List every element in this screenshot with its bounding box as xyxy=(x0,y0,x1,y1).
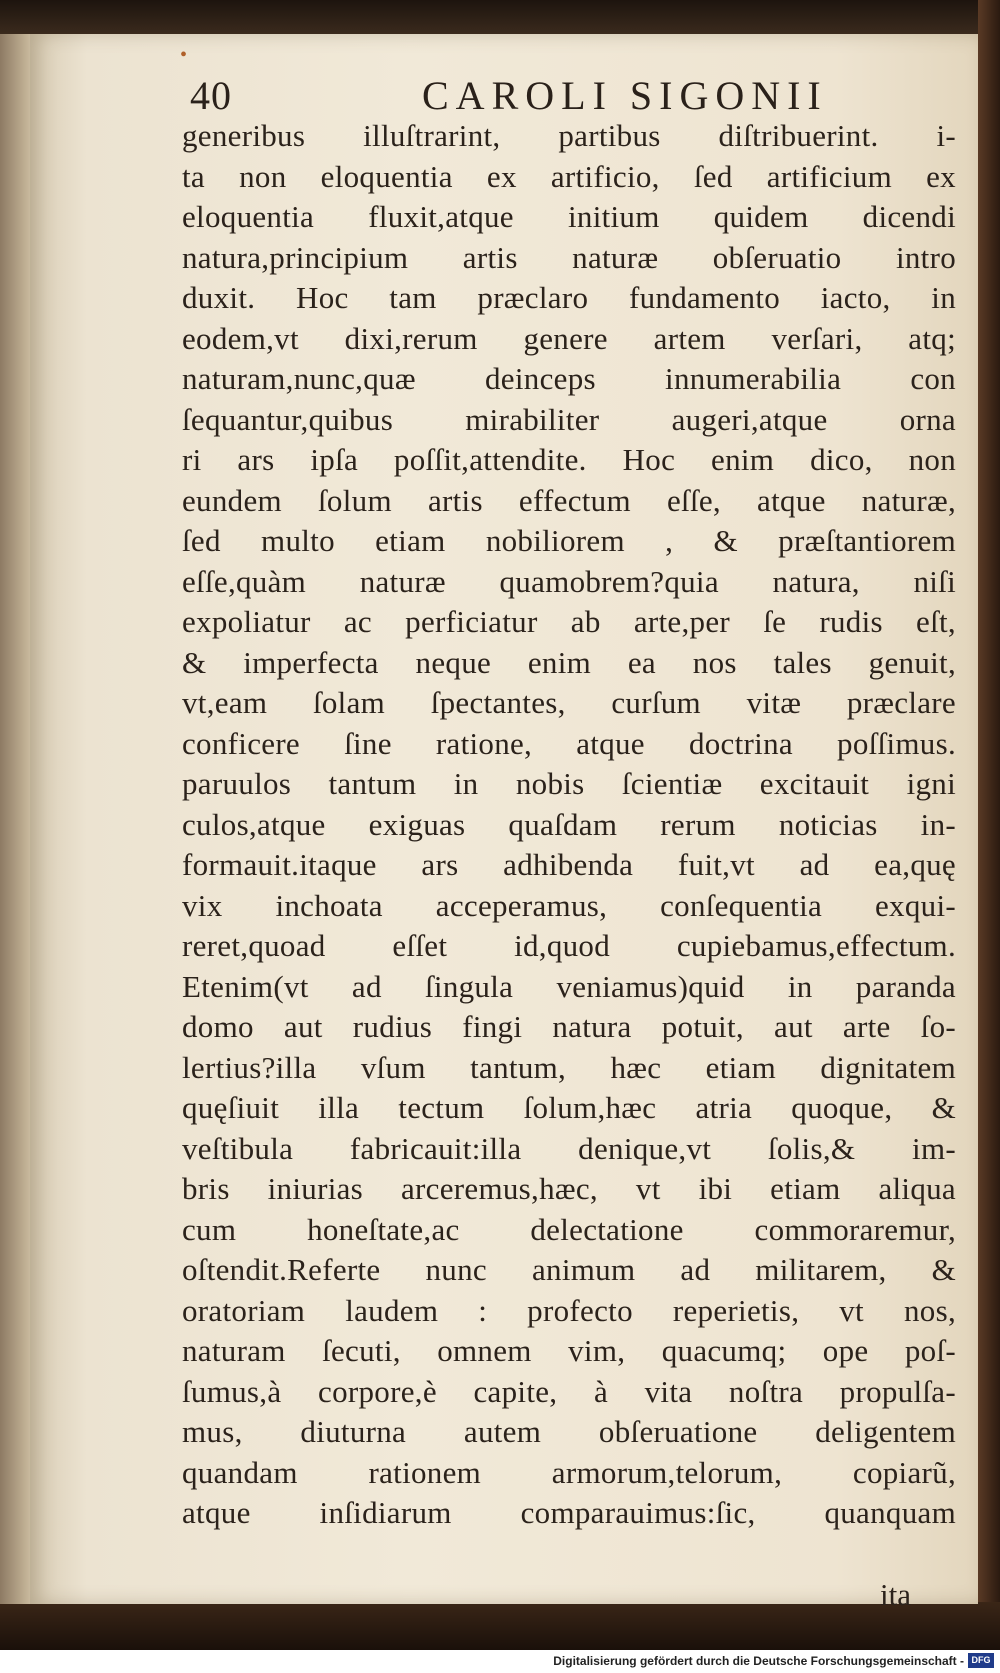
text-line: ta non eloquentia ex artificio, ſed artificium ex xyxy=(182,158,956,194)
text-line: mus, diuturna autem obſeruatione deligentem xyxy=(182,1414,956,1449)
text-line: vix inchoata acceperamus, conſequentia exqui- xyxy=(182,887,956,923)
ink-mark: • xyxy=(180,44,188,66)
text-line: bris iniurias arceremus,hæc, vt ibi etiam aliqua xyxy=(182,1171,956,1206)
text-line: eundem ſolum artis effectum eſſe, atque naturæ, xyxy=(182,482,956,518)
text-line: generibus illuſtrarint, partibus diſtribuerint. i- xyxy=(182,118,956,153)
dfg-logo: DFG xyxy=(968,1653,994,1668)
body-text xyxy=(182,116,956,1534)
page-number: 40 xyxy=(190,73,232,118)
text-line: paruulos tantum in nobis ſcientiæ excitauit igni xyxy=(182,766,956,801)
text-line: eloquentia fluxit,atque initium quidem dicendi xyxy=(182,199,956,234)
text-line: domo aut rudius fingi natura potuit, aut arte ſo- xyxy=(182,1009,956,1044)
text-line: cum honeſtate,ac delectatione commoraremur, xyxy=(182,1211,956,1247)
text-line: oratoriam laudem : profecto reperietis, vt nos, xyxy=(182,1292,956,1328)
text-line: ſequantur,quibus mirabiliter augeri,atque orna xyxy=(182,401,956,437)
text-line: reret,quoad eſſet id,quod cupiebamus,effectum. xyxy=(182,928,956,963)
text-line: veſtibula fabricauit:illa denique,vt ſolis,& im- xyxy=(182,1130,956,1166)
text-line: eodem,vt dixi,rerum genere artem verſari, atq; xyxy=(182,320,956,356)
text-line: naturam,nunc,quæ deinceps innumerabilia con xyxy=(182,361,956,396)
book-spine-edge xyxy=(978,0,1000,1650)
text-line: oſtendit.Referte nunc animum ad militarem, & xyxy=(182,1252,956,1287)
catchword: ita xyxy=(880,1577,911,1612)
text-line: quęſiuit illa tectum ſolum,hæc atria quoque, & xyxy=(182,1090,956,1125)
footer-credit: Digitalisierung gefördert durch die Deutsche Forschungsgemeinschaft - xyxy=(553,1654,964,1668)
text-line: & imperfecta neque enim ea nos tales genuit, xyxy=(182,644,956,680)
text-line: naturam ſecuti, omnem vim, quacumq; ope poſ- xyxy=(182,1333,956,1368)
scan-top-edge xyxy=(0,0,1000,34)
text-line: formauit.itaque ars adhibenda fuit,vt ad ea,quę xyxy=(182,847,956,882)
text-line: ſed multo etiam nobiliorem , & præſtantiorem xyxy=(182,523,956,558)
text-line: ri ars ipſa poſſit,attendite. Hoc enim dico, non xyxy=(182,442,956,477)
text-line: natura,principium artis naturæ obſeruatio intro xyxy=(182,239,956,275)
text-line: quandam rationem armorum,telorum, copiarũ, xyxy=(182,1454,956,1490)
text-line: duxit. Hoc tam præclaro fundamento iacto, in xyxy=(182,280,956,315)
text-line: eſſe,quàm naturæ quamobrem?quia natura, niſi xyxy=(182,563,956,599)
text-line: atque inſidiarum comparauimus:ſic, quanquam xyxy=(182,1495,956,1530)
running-title: CAROLI SIGONII xyxy=(422,73,828,118)
text-line: lertius?illa vſum tantum, hæc etiam dignitatem xyxy=(182,1049,956,1085)
text-line: vt,eam ſolam ſpectantes, curſum vitæ præclare xyxy=(182,685,956,720)
scan-bottom-edge xyxy=(0,1602,1000,1650)
text-line: Etenim(vt ad ſingula veniamus)quid in paranda xyxy=(182,968,956,1004)
footer-bar xyxy=(0,1650,1000,1673)
text-line: culos,atque exiguas quaſdam rerum noticias in- xyxy=(182,806,956,842)
text-line: ſumus,à corpore,è capite, à vita noſtra propulſa- xyxy=(182,1373,956,1409)
text-line: expoliatur ac perficiatur ab arte,per ſe rudis eſt, xyxy=(182,604,956,639)
text-line: conficere ſine ratione, atque doctrina poſſimus. xyxy=(182,725,956,761)
